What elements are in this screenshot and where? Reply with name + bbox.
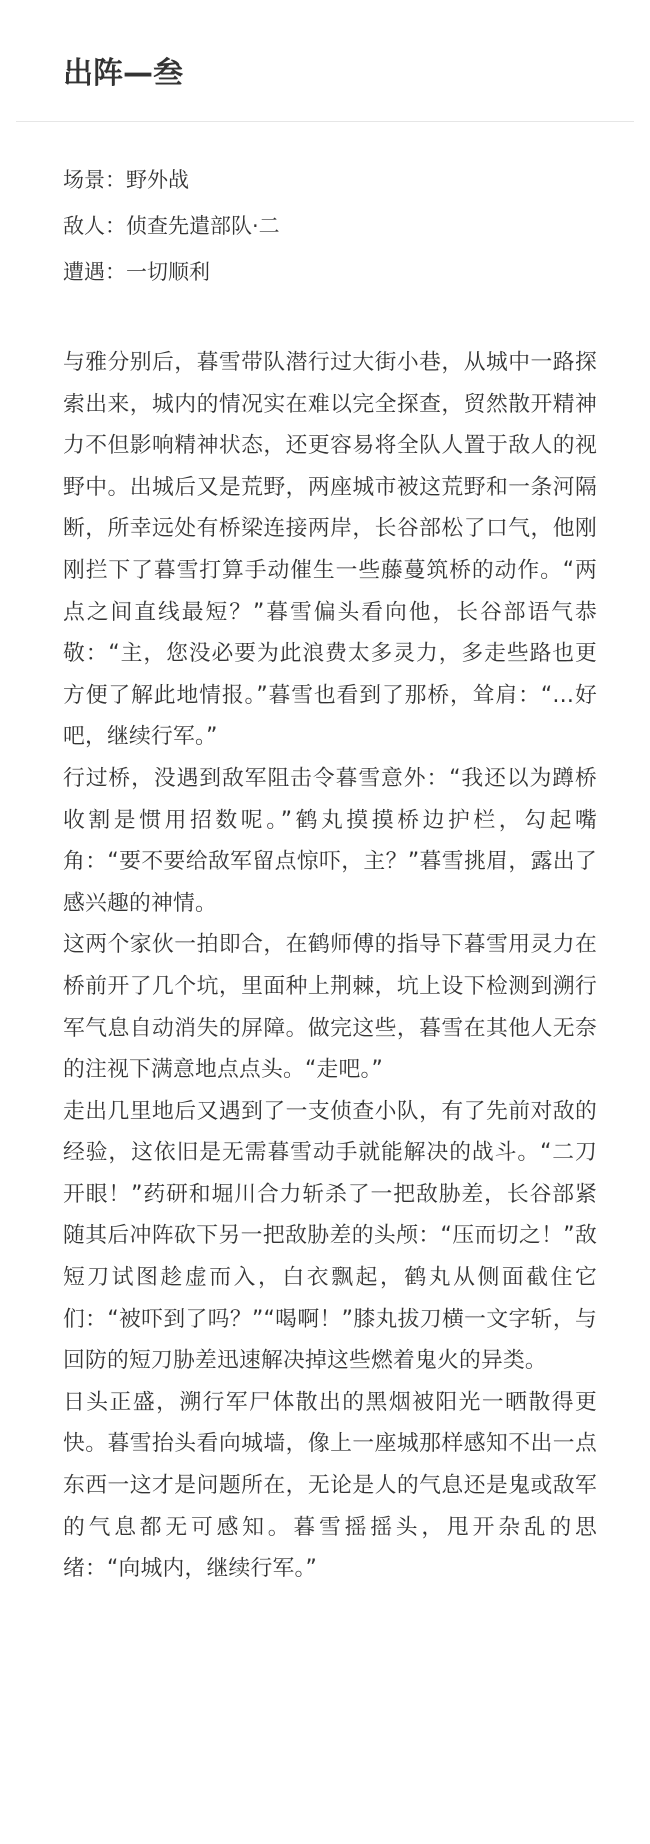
paragraph: 与雅分别后，暮雪带队潜行过大街小巷，从城中一路探索出来，城内的情况实在难以完全探查，贸然散开精神力不但影响精神状态，还更容易将全队人置于敌人的视野中。出城后又是荒野，两座城市被这荒野和一条河隔断，所幸远处有桥梁连接两岸，长谷部松了口气，他刚刚拦下了暮雪打算手动催生一些藤蔓筑桥的动作。“两点之间直线最短？”暮雪偏头看向他，长谷部语气恭敬：“主，您没必要为此浪费太多灵力，多走些路也更方便了解此地情报。”暮雪也看到了那桥，耸肩：“…好吧，继续行军。”: [63, 350, 597, 750]
article-header: [0, 0, 650, 122]
page-title: 出阵—叁: [63, 56, 183, 91]
paragraph: 这两个家伙一拍即合，在鹤师傅的指导下暮雪用灵力在桥前开了几个坑，里面种上荆棘，坑上设下检测到溯行军气息自动消失的屏障。做完这些，暮雪在其他人无奈的注视下满意地点点头。“走吧。”: [63, 932, 597, 1083]
paragraph: 日头正盛，溯行军尸体散出的黑烟被阳光一晒散得更快。暮雪抬头看向城墙，像上一座城那样感知不出一点东西一这才是问题所在，无论是人的气息还是鬼或敌军的气息都无可感知。暮雪摇摇头，甩开杂乱的思绪：“向城内，继续行军。”: [63, 1389, 597, 1582]
paragraph: 走出几里地后又遇到了一支侦查小队，有了先前对敌的经验，这依旧是无需暮雪动手就能解决的战斗。“二刀开眼！”药研和堀川合力斩杀了一把敌胁差，长谷部紧随其后冲阵砍下另一把敌胁差的头颅：“压而切之！”敌短刀试图趁虚而入，白衣飘起，鹤丸从侧面截住它们：“被吓到了吗？”“喝啊！”膝丸拔刀横一文字斩，与回防的短刀胁差迅速解决掉这些燃着鬼火的异类。: [63, 1098, 597, 1374]
scene-line: 场景：野外战: [63, 168, 189, 192]
encounter-line: 遭遇：一切顺利: [63, 260, 210, 284]
mission-info: [63, 157, 623, 295]
paragraph: 行过桥，没遇到敌军阻击令暮雪意外：“我还以为蹲桥收割是惯用招数呢。”鹤丸摸摸桥边护栏，勾起嘴角：“要不要给敌军留点惊吓，主？”暮雪挑眉，露出了感兴趣的神情。: [63, 765, 597, 916]
header-divider: [16, 121, 634, 122]
enemy-line: 敌人：侦查先遣部队·二: [63, 214, 280, 238]
article-body: [63, 342, 597, 1590]
